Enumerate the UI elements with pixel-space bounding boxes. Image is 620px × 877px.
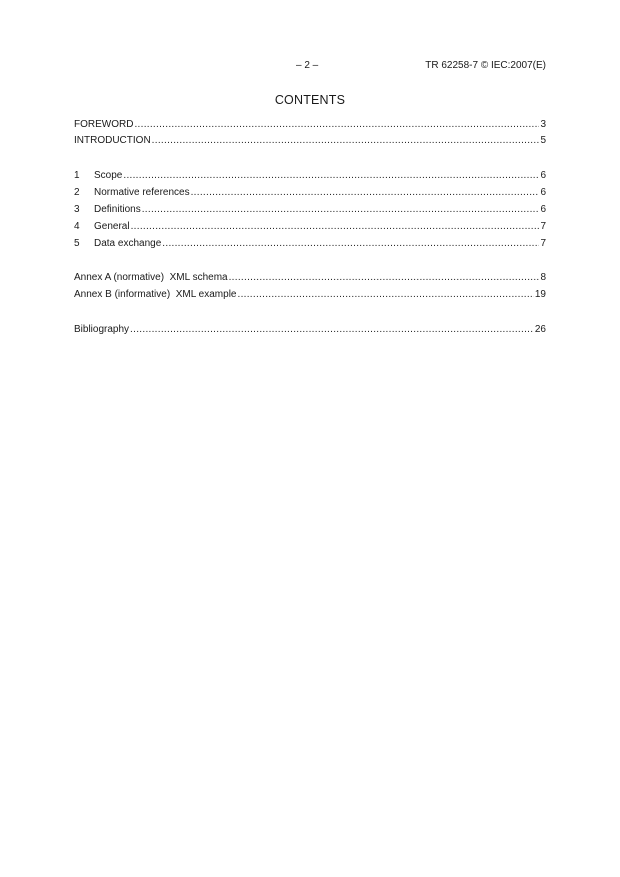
toc-entry-label: Scope — [94, 170, 123, 181]
dot-leader — [191, 186, 540, 200]
toc-entry-label: Annex A (normative) XML schema — [74, 272, 228, 283]
toc-entry-label: FOREWORD — [74, 119, 134, 130]
toc-entry-bibliography[interactable] — [74, 323, 546, 337]
toc-entry-page: 6 — [540, 187, 546, 198]
toc-entry-page: 6 — [540, 204, 546, 215]
toc-entry-introduction[interactable] — [74, 134, 546, 148]
toc-entry-page: 6 — [540, 170, 546, 181]
toc-entry-definitions[interactable] — [74, 203, 546, 217]
dot-leader — [237, 288, 533, 302]
toc-entry-general[interactable] — [74, 220, 546, 234]
toc-entry-label: INTRODUCTION — [74, 135, 151, 146]
toc-entry-page: 8 — [540, 272, 546, 283]
toc-entry-foreword[interactable] — [74, 118, 546, 132]
toc-entry-number: 4 — [74, 221, 80, 232]
toc-entry-scope[interactable] — [74, 169, 546, 183]
toc-entry-page: 19 — [534, 289, 546, 300]
toc-entry-number: 2 — [74, 187, 80, 198]
dot-leader — [162, 237, 539, 251]
toc-entry-normative-references[interactable] — [74, 186, 546, 200]
dot-leader — [130, 323, 534, 337]
toc-entry-page: 7 — [540, 221, 546, 232]
toc-entry-annex-b[interactable] — [74, 288, 546, 302]
page-header — [74, 60, 546, 74]
dot-leader — [142, 203, 540, 217]
toc-entry-page: 7 — [540, 238, 546, 249]
toc-entry-label: Annex B (informative) XML example — [74, 289, 237, 300]
toc-entry-label: Data exchange — [94, 238, 162, 249]
toc-entry-data-exchange[interactable] — [74, 237, 546, 251]
dot-leader — [229, 271, 540, 285]
toc-entry-number: 3 — [74, 204, 80, 215]
dot-leader — [131, 220, 540, 234]
toc-entry-page: 5 — [540, 135, 546, 146]
dot-leader — [152, 134, 540, 148]
dot-leader — [134, 118, 539, 132]
toc-entry-annex-a[interactable] — [74, 271, 546, 285]
document-identifier: TR 62258-7 © IEC:2007(E) — [425, 60, 546, 71]
page-title: CONTENTS — [274, 93, 346, 107]
toc-entry-label: Bibliography — [74, 324, 130, 335]
toc-entry-number: 5 — [74, 238, 80, 249]
toc-entry-page: 3 — [540, 119, 546, 130]
toc-entry-label: Normative references — [94, 187, 190, 198]
dot-leader — [123, 169, 539, 183]
toc-entry-label: Definitions — [94, 204, 141, 215]
toc-entry-label: General — [94, 221, 130, 232]
page-number: – 2 – — [296, 60, 319, 71]
toc-entry-number: 1 — [74, 170, 80, 181]
toc-entry-page: 26 — [534, 324, 546, 335]
